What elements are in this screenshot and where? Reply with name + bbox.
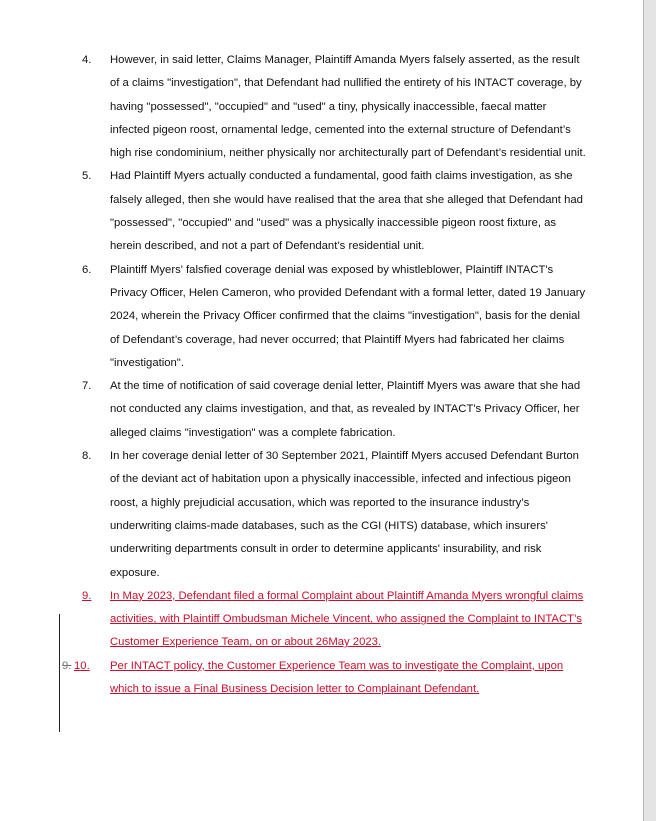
paragraph-number: 6. — [82, 263, 92, 276]
paragraph-number: 9. — [82, 589, 92, 602]
paragraph-text: In her coverage denial letter of 30 September 2021, Plaintiff Myers accused Defendant Burton of the deviant act of habitation upon a physically inaccessible, infected and infectious pigeon roost, a highly prejudicial accusation, which was reported to the insurance industry’s underwriting claims-made databases, such as the CGI (HITS) database, which insurers' underwriting departments consult in order to determine applicants' insurability, and risk exposure. — [110, 450, 579, 579]
paragraph-text: However, in said letter, Claims Manager, Plaintiff Amanda Myers falsely asserted, as the result of a claims "investigation", that Defendant had nullified the entirety of his INTACT coverage, by having "possessed", "occupied" and "used" a tiny, physically inaccessible, faecal matter infected pigeon roost, ornamental ledge, cemented into the external structure of Defendant’s high rise condominium, neither physically nor architecturally part of Defendant’s residential unit. — [110, 54, 586, 160]
paragraph-number: 4. — [82, 54, 92, 66]
numbered-paragraph — [0, 445, 588, 585]
numbered-paragraph — [0, 165, 588, 258]
revised-paragraph — [0, 655, 588, 702]
numbered-paragraph — [0, 49, 588, 165]
paragraph-text: Had Plaintiff Myers actually conducted a fundamental, good faith claims investigation, as she falsely alleged, then she would have realised that the area that she alleged that Defendant had "possessed", "occupied" and "used" was a physically inaccessible pigeon roost fixture, as herein described, and not a part of Defendant’s residential unit. — [110, 170, 583, 253]
numbered-paragraph — [0, 375, 588, 445]
paragraph-number: 5. — [82, 170, 92, 183]
paragraph-text: In May 2023, Defendant filed a formal Complaint about Plaintiff Amanda Myers wrongful claims activities, with Plaintiff Ombudsman Michele Vincent, who assigned the Complaint to INTACT’s Customer Experience Team, on or about 26May 2023. — [110, 589, 584, 649]
paragraph-number: 8. — [82, 450, 92, 463]
paragraph-text: Per INTACT policy, the Customer Experience Team was to investigate the Complaint, upon which to issue a Final Business Decision letter to Complainant Defendant. — [110, 659, 564, 696]
inserted-paragraph — [0, 585, 588, 655]
paragraph-number: 7. — [82, 380, 92, 393]
document-body — [0, 49, 640, 701]
inserted-paragraph-number: 10. — [74, 659, 90, 672]
paragraph-text: Plaintiff Myers' falsfied coverage denial was exposed by whistleblower, Plaintiff INTACT's Privacy Officer, Helen Cameron, who provided Defendant with a formal letter, dated 19 January 2024, wherein the Privacy Officer confirmed that the claims "investigation", basis for the denial of Defendant’s coverage, had never occurred; that Plaintiff Myers had fabricated her claims "investigation". — [110, 263, 586, 369]
deleted-paragraph-number: 9. — [62, 659, 72, 672]
page-edge — [643, 0, 656, 821]
numbered-paragraph — [0, 259, 588, 375]
paragraph-text: At the time of notification of said coverage denial letter, Plaintiff Myers was aware that she had not conducted any claims investigation, and that, as revealed by INTACT's Privacy Officer, her alleged claims "investigation" was a complete fabrication. — [110, 380, 581, 439]
